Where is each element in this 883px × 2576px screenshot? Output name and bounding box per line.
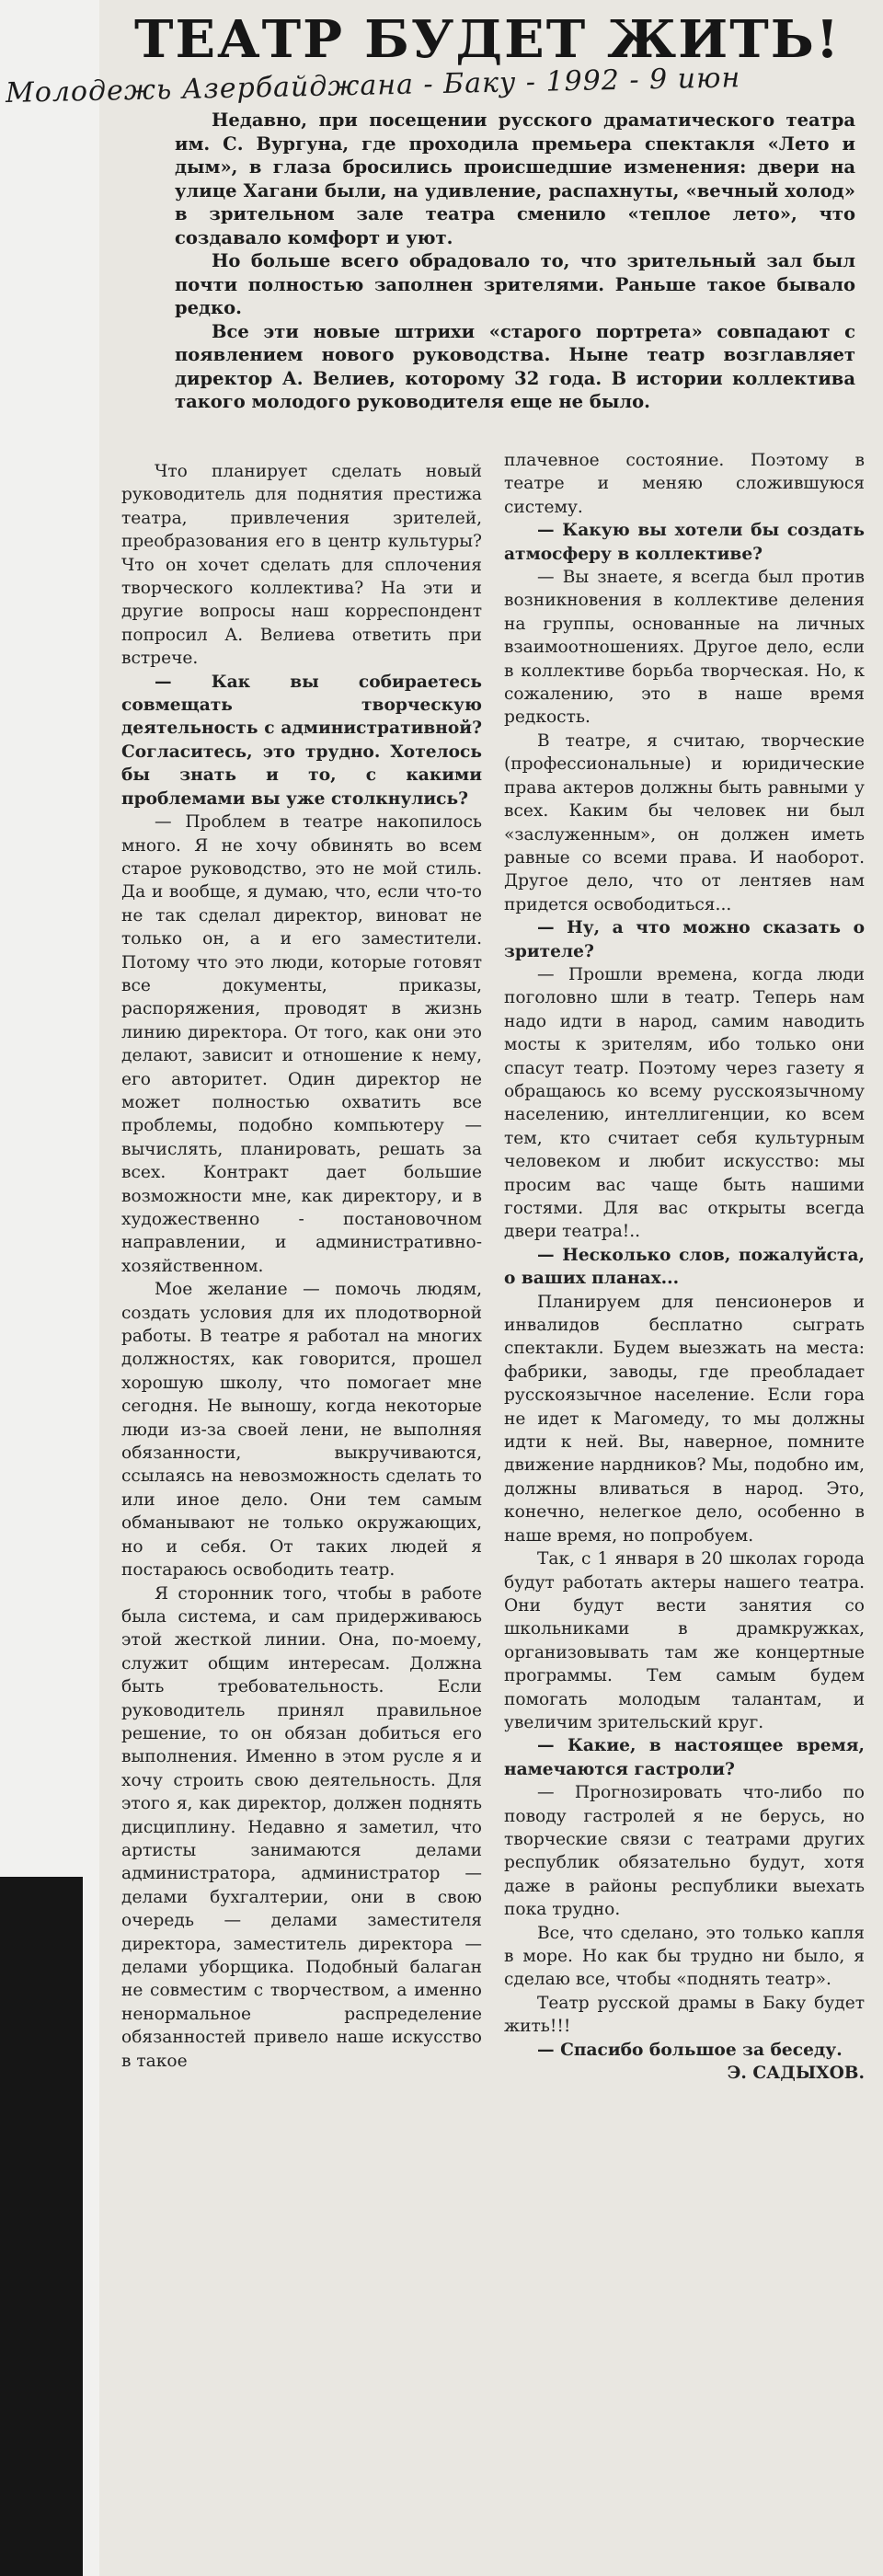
- interview-question: — Какую вы хотели бы создать атмосферу в коллективе?: [504, 521, 865, 564]
- dark-background-corner: [0, 1877, 83, 2576]
- article-paragraph: Планируем для пенсионеров и инвалидов бесплатно сыграть спектакли. Будем выезжать на места: фабрики, заводы, где преобладает русскоязычное население. Если гора не идет к Магомеду, то мы должны идти к ней. Вы, наверное, помните движение нардников? Мы, подобно им, должны вливаться в народ. Это, конечно, нелегкое дело, особенно в наше время, но попробуем.: [504, 1292, 865, 1546]
- article-paragraph: Театр русской драмы в Баку будет жить!!!: [504, 1993, 865, 2037]
- article-paragraph: плачевное состояние. Поэтому в театре и меняю сложившуюся систему.: [504, 451, 865, 517]
- interview-question: — Спасибо большое за беседу.: [537, 2040, 843, 2060]
- article-paragraph: Все, что сделано, это только капля в море. Но как бы трудно ни было, я сделаю все, чтобы «поднять театр».: [504, 1923, 865, 1990]
- interview-question: — Несколько слов, пожалуйста, о ваших планах...: [504, 1245, 865, 1289]
- article-column-1: [121, 460, 482, 2073]
- article-paragraph: Что планирует сделать новый руководитель для поднятия престижа театра, привлечения зрителей, преобразования его в центр культуры? Что он хочет сделать для сплочения творческого коллектива? На эти и другие вопросы наш корреспондент попросил А. Велиева ответить при встрече.: [121, 462, 482, 669]
- article-paragraph: В театре, я считаю, творческие (профессиональные) и юридические права актеров должны быть равными у всех. Каким бы человек ни был «заслуженным», он должен иметь равные со всеми права. И наоборот. Другое дело, что от лентяев нам придется освободиться...: [504, 730, 865, 914]
- interview-question: — Какие, в настоящее время, намечаются гастроли?: [504, 1736, 865, 1779]
- article-paragraph: Я сторонник того, чтобы в работе была система, и сам придерживаюсь этой жесткой линии. Она, по-моему, служит общим интересам. Должна быть требовательность. Если руководитель принял правильное решение, то он обязан добиться его выполнения. Именно в этом русле я и хочу строить свою деятельность. Для этого я, как директор, должен поднять дисциплину. Недавно я заметил, что артисты занимаются делами администратора, администратор — делами бухгалтерии, они в свою очередь — делами заместителя директора, заместитель директора — делами уборщика. Подобный балаган не совместим с творчеством, а именно ненормальное распределение обязанностей привело наше искусство в такое: [121, 1583, 482, 2071]
- interview-question: — Как вы собираетесь совмещать творческую деятельность с административной? Согласитесь, это трудно. Хотелось бы знать и то, с какими проблемами вы уже столкнулись?: [121, 672, 482, 809]
- article-paragraph: Так, с 1 января в 20 школах города будут работать актеры нашего театра. Они будут вести занятия со школьниками в драмкружках, организовывать там же концертные программы. Тем самым будем помогать молодым талантам, и увеличим зрительский круг.: [504, 1549, 865, 1732]
- article-column-2: [504, 449, 865, 2085]
- author-signature: Э. САДЫХОВ.: [727, 2064, 865, 2084]
- article-paragraph: — Проблем в театре накопилось много. Я не хочу обвинять во всем старое руководство, это не мой стиль. Да и вообще, я думаю, что, если что-то не так сделал директор, виноват не только он, а и его заместители. Потому что это люди, которые готовят все документы, приказы, распоряжения, проводят в жизнь линию директора. От того, как они это делают, зависит и отношение к нему, его авторитет. Один директор не может полностью охватить все проблемы, подобно компьютеру — вычислять, планировать, решать за всех. Контракт дает большие возможности мне, как директору, и в художественно - постановочном направлении, и административно-хозяйственном.: [121, 812, 482, 1276]
- article-paragraph: — Прогнозировать что-либо по поводу гастролей я не берусь, но творческие связи с театрами других республик обязательно будут, хотя даже в районы республики выехать пока трудно.: [504, 1783, 865, 1920]
- article-paragraph: Мое желание — помочь людям, создать условия для их плодотворной работы. В театре я работал на многих должностях, как говорится, прошел хорошую школу, что помогает мне сегодня. Не выношу, когда некоторые люди из-за своей лени, не выполняя обязанности, выкручиваются, ссылаясь на невозможность сделать то или иное дело. Они тем самым обманывают не только окружающих, но и себя. От таких людей я постараюсь освободить театр.: [121, 1280, 482, 1581]
- article-lead: [175, 109, 855, 414]
- lead-paragraph: Все эти новые штрихи «старого портрета» совпадают с появлением нового руководства. Ныне театр возглавляет директор А. Велиев, которому 32 года. В истории коллектива такого молодого руководителя еще не было.: [175, 320, 855, 412]
- handwritten-source-note: Молодежь Азербайджана - Баку - 1992 - 9 июн: [5, 62, 741, 109]
- article-headline: ТЕАТР БУДЕТ ЖИТЬ!: [133, 9, 842, 70]
- article-paragraph: — Вы знаете, я всегда был против возникновения в коллективе деления на группы, основанные на личных взаимоотношениях. Другое дело, если в коллективе борьба творческая. Но, к сожалению, это в наше время редкость.: [504, 568, 865, 728]
- interview-question: — Ну, а что можно сказать о зрителе?: [504, 918, 865, 961]
- lead-paragraph: Но больше всего обрадовало то, что зрительный зал был почти полностью заполнен зрителями. Раньше такое бывало редко.: [175, 250, 855, 318]
- lead-paragraph: Недавно, при посещении русского драматического театра им. С. Вургуна, где проходила премьера спектакля «Лето и дым», в глаза бросились происшедшие изменения: двери на улице Хагани были, на удивление, распахнуты, «вечный холод» в зрительном зале театра сменило «теплое лето», что создавало комфорт и уют.: [175, 109, 855, 248]
- article-paragraph: — Прошли времена, когда люди поголовно шли в театр. Теперь нам надо идти в народ, самим наводить мосты к зрителям, ибо только они спасут театр. Поэтому через газету я обращаюсь ко всему русскоязычному населению, интеллигенции, ко всем тем, кто считает себя культурным человеком и любит искусство: мы просим вас чаще быть нашими гостями. Для вас открыты всегда двери театра!..: [504, 964, 865, 1242]
